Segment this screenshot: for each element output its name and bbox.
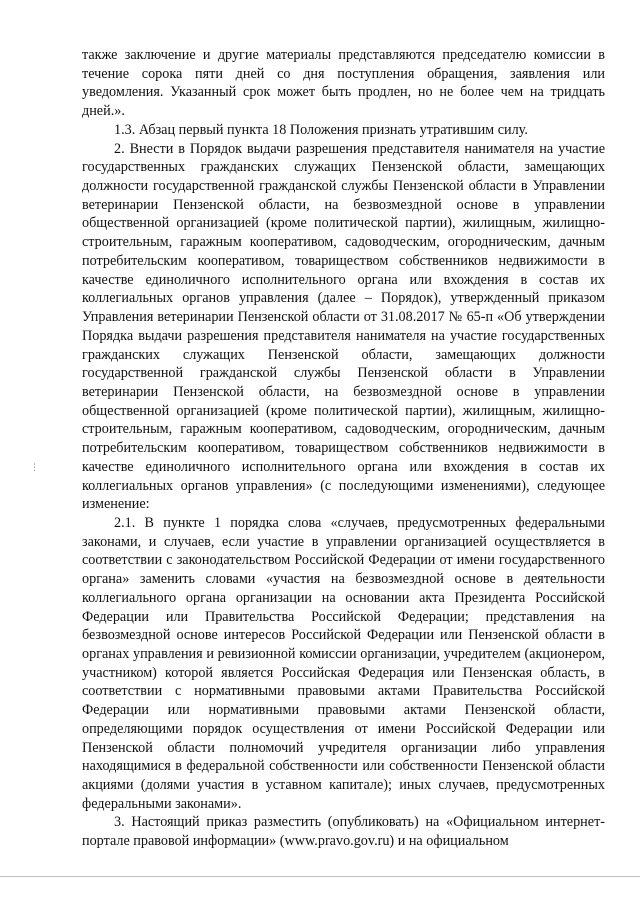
paragraph-commission-deadline: также заключение и другие материалы представляются председателю комиссии в течение сорока пяти дней со дня поступления обращения, заявления или уведомления. Указанный срок может быть продлен, но не более чем на тридцать дней.». bbox=[82, 47, 605, 120]
paragraph-2-1: 2.1. В пункте 1 порядка слова «случаев, предусмотренных федеральными законами, и случаев, если участие в управлении организацией осуществляется в соответствии с законодательством Российской Федерации от имени государственного органа» заменить словами «участия на безвозмездной основе в деятельности коллегиального органа организации на основании акта Президента Российской Федерации или Правительства Российской Федерации; представления на безвозмездной основе интересов Российской Федерации или Пензенской области в органах управления и ревизионной комиссии организации, учредителем (акционером, участником) которой является Российская Федерация или Пензенская область, в соответствии с нормативными правовыми актами Правительства Российской Федерации или нормативными правовыми актами Пензенской области, определяющими порядок осуществления от имени Российской Федерации или Пензенской области полномочий учредителя организации либо управления находящимися в федеральной собственности или собственности Пензенской области акциями (долями участия в уставном капитале); иных случаев, предусмотренных федеральными законами». bbox=[82, 514, 605, 812]
paragraph-1-3: 1.3. Абзац первый пункта 18 Положения признать утратившим силу. bbox=[114, 121, 528, 138]
document-body bbox=[82, 46, 605, 851]
page-bottom-line bbox=[0, 876, 640, 877]
scan-artifact: ⋮ bbox=[30, 463, 39, 473]
paragraph-3: 3. Настоящий приказ разместить (опубликовать) на «Официальном интернет-портале правовой информации» (www.pravo.gov.ru) и на официальном bbox=[82, 814, 605, 850]
paragraph-2: 2. Внести в Порядок выдачи разрешения представителя нанимателя на участие государственных гражданских служащих Пензенской области, замещающих должности государственной гражданской службы Пензенской области в Управлении ветеринарии Пензенской области, на безвозмездной основе в управлении общественной организацией (кроме политической партии), жилищным, жилищно-строительным, гаражным кооперативом, садоводческим, огородническим, дачным потребительским кооперативом, товариществом собственников недвижимости в качестве единоличного исполнительного органа или вхождения в состав их коллегиальных органов управления (далее – Порядок), утвержденный приказом Управления ветеринарии Пензенской области от 31.08.2017 № 65-п «Об утверждении Порядка выдачи разрешения представителя нанимателя на участие государственных гражданских служащих Пензенской области, замещающих должности государственной гражданской службы Пензенской области в Управлении ветеринарии Пензенской области, на безвозмездной основе в управлении общественной организацией (кроме политической партии), жилищным, жилищно-строительным, гаражным кооперативом, садоводческим, огородническим, дачным потребительским кооперативом, товариществом собственников недвижимости в качестве единоличного исполнительного органа или вхождения в состав их коллегиальных органов управления» (с последующими изменениями), следующее изменение: bbox=[82, 140, 605, 513]
